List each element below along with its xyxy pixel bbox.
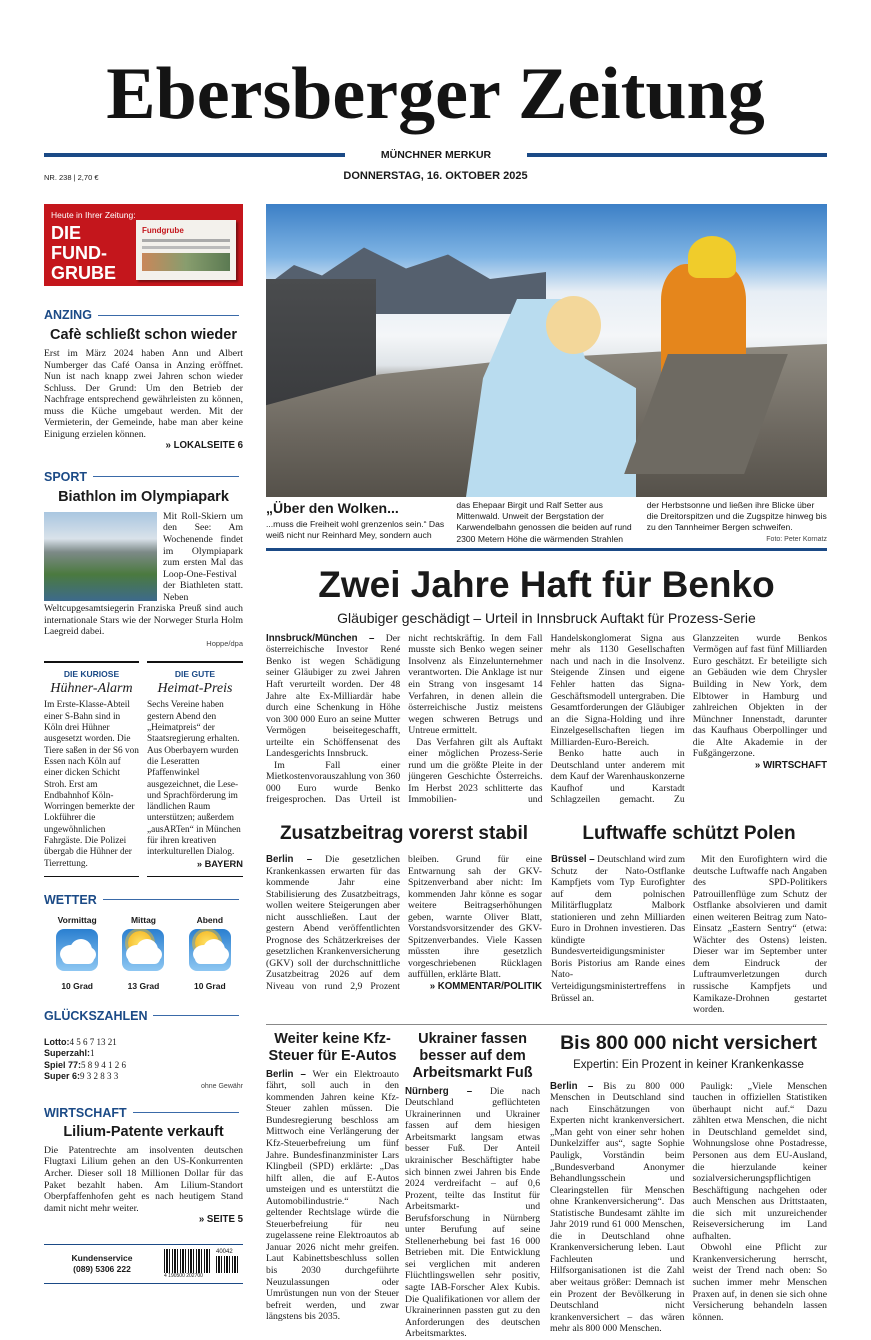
luftwaffe-story (551, 822, 827, 1016)
lottery-numbers (44, 1037, 243, 1083)
section-wetter: WETTER (44, 893, 243, 907)
page-reference-link[interactable]: » SEITE 5 (198, 1214, 243, 1226)
wirtschaft-article (44, 1145, 243, 1226)
section-glueckszahlen: GLÜCKSZAHLEN (44, 1009, 243, 1023)
masthead-rule-left (44, 153, 345, 157)
barcode (164, 1249, 212, 1273)
kfz-article (266, 1069, 399, 1323)
gute-box (147, 661, 243, 876)
promo-fundgrube[interactable] (44, 204, 243, 286)
versichert-story (550, 1031, 827, 1340)
lead-article (266, 633, 827, 806)
masthead-rule-right (527, 153, 827, 157)
weather-temperature: 10 Grad (193, 980, 226, 991)
article-paragraph: Mit den Eurofightern wird die deutsche Luftwaffe nach Angaben des SPD-Politikers Patrouillenflüge zum Schutz der Ostflanke absolvieren und damit einen weiteren Beitrag zum Nato-Einsatz „Eastern Sentry“ (etwa: Wächter des Ostens) leisten. Dieser war im September unter dem Eindruck der Luftraumverletzungen durch russische Kampfjets und Kamikaze-Drohnen gestartet worden. (693, 854, 827, 1016)
lottery-label: Superzahl: (44, 1048, 91, 1059)
second-row (266, 822, 827, 1016)
dateline: Berlin – (550, 1080, 594, 1092)
gute-headline[interactable]: Heimat-Preis (157, 681, 233, 697)
ukraine-article (405, 1086, 540, 1340)
service-phone[interactable]: (089) 5306 222 (73, 1263, 131, 1274)
article-text: Erst im März 2024 haben Ann und Albert Numberger das Café Oansa in Anzing eröffnet. Nun ist nach knapp zwei Jahren schon wieder Schluss. Der Grund: Um den Betrieb der Nachfrage entsprechend gewährleisten zu können, muss die Küche umgebaut werden. Mit der Vermieterin, der Gemeinde, habe man aber keine Einigung erzielen können. (44, 348, 243, 440)
third-row (266, 1031, 827, 1340)
article-text: Sechs Vereine haben gestern Abend den „Heimatpreis“ der Staatsregierung erhalten. Aus Oberbayern wurden die Leseratten Pfaffenwinkel ausgezeichnet, die Lese- und Sprachförderung im ländlichen Raum unterstützen; außerdem „ausARTen“ in München für ihren kreativen interkulturellen Dialog. (147, 700, 241, 858)
customer-service (44, 1253, 160, 1275)
olympiapark-photo (44, 512, 157, 601)
lottery-label: Spiel 77: (44, 1059, 82, 1070)
article-text: Die Patentrechte am insolventen deutschen Flugtaxi Lilium gehen an den US-Konkurrenten Archer. Dieser soll 18 Millionen Dollar für das Paket bezahlt haben. Am Lilium-Standort Oberpfaffenhofen geht es nach heutigem Stand damit nicht mehr weiter. (44, 1144, 243, 1214)
ukraine-headline[interactable]: Ukrainer fassen besser auf dem Arbeitsmarkt Fuß (412, 1030, 533, 1081)
service-label: Kundenservice (71, 1252, 133, 1263)
anzing-article (44, 348, 243, 452)
sun-cloud-icon (189, 929, 231, 971)
page-reference-link[interactable]: » KOMMENTAR/POLITIK (429, 981, 542, 993)
cloud-icon (56, 929, 98, 971)
newspaper-title: Ebersberger Zeitung (106, 53, 765, 135)
lottery-row (44, 1060, 243, 1072)
short-news-row (44, 661, 243, 876)
lottery-value: 9 3 2 8 3 3 (80, 1071, 119, 1082)
article-text: Die gesetzlichen Krankenkassen erwarten für das kommende Jahr eine Stabilisierung des Zusatzbeitrags, wollen weitere Steigerungen aber nicht ausschließen. Laut der gestern Abend veröffentlichten Prognose des Schätzerkreises der gesetzlichen Krankenversicherung (GKV) soll der durchschnittliche Zusatzbeitrag 2026 auf dem Niveau von rund 2,9 Prozent bleiben. Grund für eine Entwarnung sah der GKV-Spitzenverband aber nicht: Im kommenden Jahr könne es sogar weitere Beitragserhöhungen geben, warnte Oliver Blatt, Vorstandsvorsitzender des GKV-Spitzenverbandes. Viele Kassen müssten ihre gesetzlich vorgeschriebenen Rücklagen auffüllen, erklärte Blatt. (266, 854, 542, 993)
versichert-subheadline: Expertin: Ein Prozent in keiner Krankenkasse (573, 1058, 804, 1071)
wirtschaft-headline[interactable]: Lilium-Patente verkauft (63, 1123, 224, 1140)
weather-item (122, 915, 164, 991)
lottery-value: 5 8 9 4 1 2 6 (81, 1059, 127, 1070)
divider (266, 1024, 827, 1025)
lead-headline[interactable]: Zwei Jahre Haft für Benko (318, 563, 775, 605)
issue-number: NR. 238 (44, 173, 72, 182)
section-wirtschaft: WIRTSCHAFT (44, 1106, 243, 1120)
dateline: Nürnberg – (405, 1085, 473, 1097)
zusatzbeitrag-headline[interactable]: Zusatzbeitrag vorerst stabil (279, 823, 529, 845)
versichert-article (550, 1081, 827, 1335)
lottery-label: Super 6: (44, 1071, 81, 1082)
weather-temperature: 13 Grad (127, 980, 160, 991)
article-text: Die nach Deutschland geflüchteten Ukrainerinnen und Ukrainer fassen auf dem hiesigen Arbeitsmarkt langsam etwas besser Fuß. Der Anteil ukrainischer Beschäftigter habe sich binnen zwei Jahren bis Ende 2024 verdreifacht – auf 0,6 Prozent, teilte das Institut für Arbeitsmarkt- und Berufsforschung in Nürnberg unter Berufung auf seine Stellenerhebung bei fast 16 000 Betrieben mit. Die Entwicklung sei verglichen mit anderen Flüchtlingswellen sehr positiv, sagte IAB-Forscher Alex Kubis. Die Qualifikationen vor allem der Ukrainerinnen passten gut zu den Anforderungen des deutschen Arbeitsmarktes. (405, 1085, 541, 1340)
person-man-hat (688, 236, 736, 278)
person-woman-head (546, 296, 601, 354)
article-text: Im Erste-Klasse-Abteil einer S-Bahn sind in Köln drei Hühner ausgesetzt worden. Die Tiere saßen in der S6 von Essen nach Köln auf einer dicken Schicht Stroh. Erst am Endbahnhof Köln-Worringen bemerkte der Lokführer die ungewöhnlichen Fahrgäste. Die Polizei übergab die Hühner der Tierrettung. (44, 700, 139, 869)
article-text: Mit Roll-Skiern um den See: Am Wochenende findet im Olympiapark zum ersten Mal das Loop-One-Festival der Biathleten statt. Neben Weltcupgesamtsiegerin Franziska Preuß sind auch internationale Stars wie der Norweger Sturla Holm Laegreid dabei. (44, 510, 243, 638)
anzing-headline[interactable]: Cafè schließt schon wieder (50, 327, 237, 343)
caption-text: ...muss die Freiheit wohl grenzenlos sein.“ Das weiß nicht nur Reinhard Mey, sondern auch das Ehepaar Birgit und Ralf Setter aus Mittenwald. Unweit der Bergstation der Karwendelbahn genossen die beiden auf rund 2300 Metern Höhe die wärmenden Strahlen der Herbstsonne und ließen ihre Blicke über die Dreitorspitzen und die Zugspitze hinweg bis zu den Tannheimer Bergen schweifen. (266, 500, 827, 544)
zusatzbeitrag-story (266, 822, 542, 1016)
section-anzing: ANZING (44, 308, 243, 322)
lottery-row (44, 1048, 243, 1060)
lottery-row (44, 1071, 243, 1083)
left-column (44, 204, 243, 1284)
weather-time: Vormittag (57, 914, 97, 925)
caption-title: „Über den Wolken... (266, 500, 399, 516)
article-paragraph: Bis zu 800 000 Menschen in Deutschland sind nach Einschätzungen von Experten nicht krankenversichert. „Man geht von einer sehr hohen Dunkelziffer aus“, sagte Sophie Pauligk, Vorständin beim „Bundesverband Anonymer Behandlungsschein und Clearingstellen für Menschen ohne Krankenversicherung“. Das Statistische Bundesamt zählte im Jahr 2019 rund 61 000 Menschen, die in Deutschland ohne Krankenversicherung leben. Laut Fachleuten und Hilfsorganisationen ist die Zahl aber weitaus größer: Demnach ist ein Prozent der Bevölkerung in Deutschland nicht krankenversichert – das wären mehr als 800 000 Menschen. (550, 1080, 685, 1335)
sport-article (44, 511, 243, 650)
kuriose-headline[interactable]: Hühner-Alarm (50, 681, 133, 697)
lottery-row (44, 1037, 243, 1049)
divider (266, 548, 827, 551)
thumbnail-label: Fundgrube (142, 226, 184, 235)
dateline: Berlin – (266, 854, 313, 866)
page-reference-link[interactable]: » WIRTSCHAFT (754, 759, 827, 771)
lottery-value: 1 (90, 1048, 95, 1059)
footer-box (44, 1244, 243, 1284)
weather-item (189, 915, 231, 991)
zusatzbeitrag-article (266, 854, 542, 993)
article-paragraph: Benko hatte auch in Deutschland unter anderem mit dem Kauf der Warenhauskonzerne Kaufhof und Karstadt Schlagzeilen gemacht. Zu Glanzzeiten wurde Benkos Vermögen auf fast fünf Milliarden Euro geschätzt. Er beteiligte sich an Gebäuden wie dem Chrysler Building in New York, dem Elbtower in Hamburg und zahlreichen Objekten in der Münchner Innenstadt, darunter das Kaufhaus Oberpollinger und die Alte Akademie in der Fußgängerzone. (550, 632, 827, 806)
kfz-headline[interactable]: Weiter keine Kfz-Steuer für E-Autos (268, 1030, 397, 1064)
lottery-disclaimer: ohne Gewähr (200, 1082, 243, 1090)
promo-title-line: FUND- (51, 243, 107, 263)
kuriose-kicker: DIE KURIOSE (63, 669, 120, 680)
photo-caption (266, 500, 827, 545)
promo-kicker: Heute in Ihrer Zeitung: (51, 210, 136, 220)
ukraine-story (405, 1031, 540, 1340)
weather-forecast (44, 915, 243, 991)
article-paragraph: Im Fall einer Mietkostenvorauszahlung von 360 000 Euro wurde Benko freigesprochen. Das Urteil ist nicht rechtskräftig. In dem Fall musste sich Benko wegen seiner Insolvenz als Einzelunternehmer verantworten. Die Anklage ist nur ein Strang von insgesamt 14 Verfahren, in denen allein die österreichische Justiz meistens wegen schweren Betrugs und Untreue ermittelt. (266, 632, 543, 806)
gute-kicker: DIE GUTE (174, 669, 216, 680)
article-text: Wer ein Elektroauto fährt, soll auch in den kommenden Jahren keine Kfz-Steuer zahlen müssen. Die Bundesregierung beschloss am Mittwoch eine Verlängerung der Kfz-Steuerbefreiung um fünf Jahre. Bundesfinanzminister Lars Klingbeil (SPD) erklärte: „Das hilft allen, die auf E-Autos umsteigen und es unterstützt die Automobilindustrie.“ Nach geltender Rechtslage würde die Steuerbefreiung für neu zugelassene reine Elektroautos ab Januar 2026 nicht mehr greifen. Laut Kabinettsbeschluss sollen bis 2030 durchgeführte Neuzulassungen oder Umrüstungen nun von der Steuer befreit werden, und zwar längstens bis 2035. (266, 1068, 400, 1323)
versichert-headline[interactable]: Bis 800 000 nicht versichert (560, 1031, 817, 1054)
issue-date: DONNERSTAG, 16. OKTOBER 2025 (343, 170, 528, 182)
lottery-label: Lotto: (44, 1036, 70, 1047)
sport-headline[interactable]: Biathlon im Olympiapark (58, 488, 229, 505)
luftwaffe-article (551, 854, 827, 1016)
dateline: Brüssel – (551, 854, 595, 866)
barcode-number: 4 190500 202700 (164, 1272, 203, 1279)
main-photo-mountains (266, 204, 827, 497)
weather-time: Abend (196, 914, 224, 925)
page-reference-link[interactable]: » LOKALSEITE 6 (165, 440, 243, 452)
promo-title-line: DIE (51, 223, 82, 243)
lead-subheadline: Gläubiger geschädigt – Urteil in Innsbruck Auftakt für Prozess-Serie (337, 609, 756, 626)
photo-credit: Foto: Peter Kornatz (766, 535, 827, 543)
photo-credit: Hoppe/dpa (206, 638, 243, 648)
kfz-story (266, 1031, 399, 1340)
fundgrube-thumbnail (136, 220, 236, 280)
barcode-group (164, 1249, 240, 1279)
page-reference-link[interactable]: » BAYERN (196, 858, 243, 869)
weather-item (56, 915, 98, 991)
promo-title-line: GRUBE (51, 263, 117, 283)
masthead-subtitle: MÜNCHNER MERKUR (380, 149, 492, 161)
weather-time: Mittag (130, 914, 156, 925)
main-column (266, 204, 827, 1340)
barcode-addon (216, 1256, 240, 1273)
promo-title (51, 223, 116, 283)
barcode-addon-number: 40042 (216, 1248, 233, 1255)
issue-info: NR. 238 | 2,70 € (44, 173, 99, 182)
dateline: Berlin – (266, 1068, 306, 1080)
article-paragraph: Deutschland wird zum Schutz der Nato-Ostflanke Kampfjets vom Typ Eurofighter auf dem polnischen Militärflugplatz Malbork stationieren und zehn Milliarden Euro in Drohnen investieren. Das kündigte Bundesverteidigungsminister Boris Pistorius am Rande eines Nato-Verteidigungsministertreffens in Brüssel an. (551, 854, 685, 1004)
article-paragraph: Obwohl eine Pflicht zur Krankenversicherung herrscht, weist der Trend nach oben: So suchen immer mehr Menschen Praxen auf, in denen sie sich ohne Versicherung behandeln lassen können. (692, 1242, 828, 1323)
article-paragraph: Der österreichische Investor René Benko ist wegen Schädigung seiner Gläubiger zu zwei Jahren Haft verurteilt worden. Der 48 Jahre alte Ex-Milliardär habe durch eine Schenkung in Höhe von 300 000 Euro an seine Mutter Vermögen beiseitegeschafft, urteilte ein Schöffensenat des Landesgerichts Innsbruck. (266, 632, 401, 760)
sun-cloud-icon (122, 929, 164, 971)
weather-temperature: 10 Grad (61, 980, 93, 991)
dateline: Innsbruck/München – (266, 632, 375, 644)
price: 2,70 € (77, 173, 99, 182)
article-paragraph: Pauligk: „Viele Menschen tauchen in offiziellen Statistiken überhaupt nicht auf.“ Dazu zählten etwa Menschen, die nicht in Deutschland gemeldet sind, Wohnungslose ohne Postadresse, Personen aus dem EU-Ausland, die hierzulande keiner sozialversicherungspflichtigen Beschäftigung nachgehen oder auch Menschen aus Drittstaaten, die sich mit unzureichender Reiseversicherung im Land aufhalten. (692, 1080, 828, 1242)
kuriose-box (44, 661, 139, 876)
lottery-value: 4 5 6 7 13 21 (69, 1036, 117, 1047)
section-sport: SPORT (44, 470, 243, 484)
article-paragraph: Das Verfahren gilt als Auftakt einer möglichen Prozess-Serie rund um die größte Pleite in der jüngeren Geschichte Österreichs. Im Herbst 2023 schlitterte das Immobilien- und Handelskonglomerat Signa aus mehr als 1130 Gesellschaften nach und nach in die Insolvenz. Steigende Zinsen und eigene Fehler hatten das Signa-Geschäftsmodell untergraben. Die Gesamtforderungen der Gläubiger an die Signa-Holding und ihre Einzelgesellschaften liegen im Milliarden-Euro-Bereich. (408, 632, 685, 806)
luftwaffe-headline[interactable]: Luftwaffe schützt Polen (582, 823, 796, 845)
